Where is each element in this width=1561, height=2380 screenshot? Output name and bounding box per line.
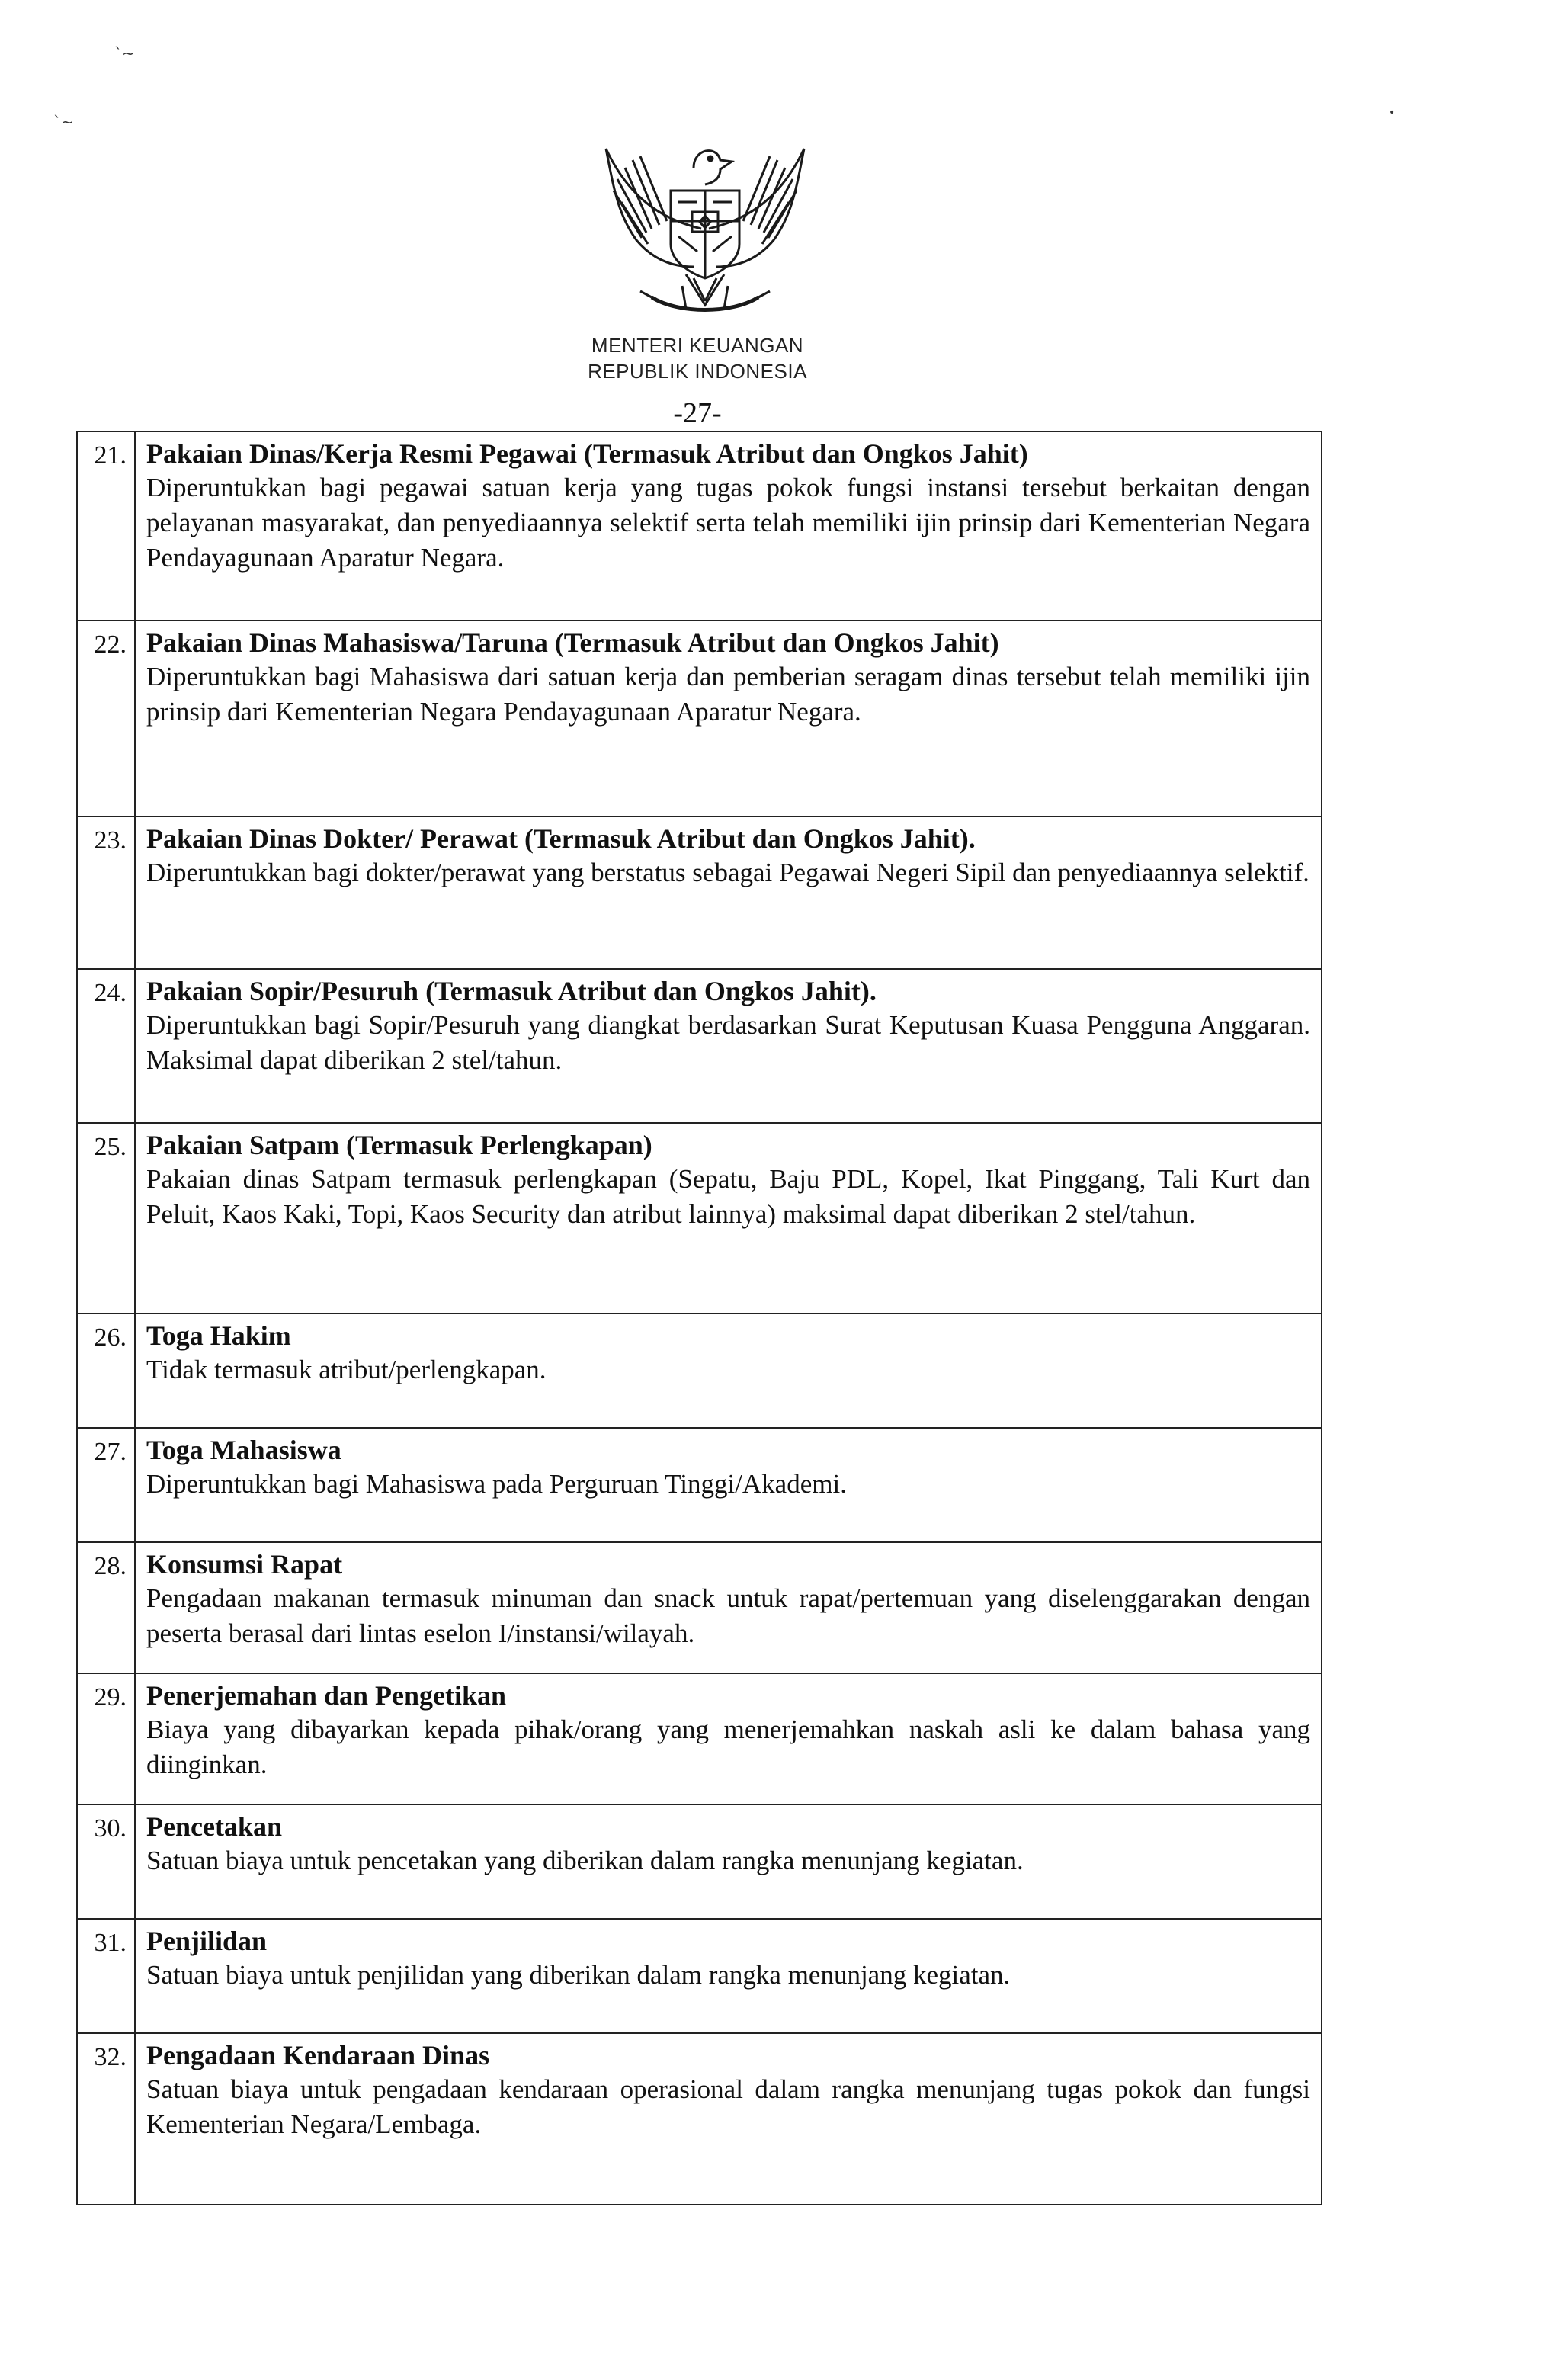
item-number: 22. <box>77 621 135 816</box>
item-description: Satuan biaya untuk pencetakan yang diberikan dalam rangka menunjang kegiatan. <box>146 1846 1024 1875</box>
ministry-name: MENTERI KEUANGAN <box>591 334 804 357</box>
item-number: 28. <box>77 1542 135 1673</box>
item-number: 26. <box>77 1313 135 1428</box>
table-row <box>77 1542 1322 1673</box>
item-content <box>135 2033 1322 2205</box>
table-row <box>77 1123 1322 1313</box>
item-number: 24. <box>77 969 135 1123</box>
item-content <box>135 1542 1322 1673</box>
items-table <box>76 431 1322 2205</box>
item-title: Konsumsi Rapat <box>146 1549 343 1580</box>
item-title: Pakaian Sopir/Pesuruh (Termasuk Atribut dan Ongkos Jahit). <box>146 976 877 1006</box>
scan-mark: • <box>1389 107 1396 119</box>
item-content <box>135 431 1322 621</box>
item-number: 31. <box>77 1919 135 2033</box>
item-title: Toga Hakim <box>146 1320 291 1351</box>
item-description: Pakaian dinas Satpam termasuk perlengkapan (Sepatu, Baju PDL, Kopel, Ikat Pinggang, Tali Kurt dan Peluit, Kaos Kaki, Topi, Kaos Security dan atribut lainnya) maksimal dapat diberikan 2 stel/tahun. <box>146 1164 1310 1229</box>
item-title: Pengadaan Kendaraan Dinas <box>146 2040 490 2070</box>
item-number: 23. <box>77 816 135 969</box>
item-description: Biaya yang dibayarkan kepada pihak/orang yang menerjemahkan naskah asli ke dalam bahasa yang diinginkan. <box>146 1714 1310 1779</box>
item-description: Diperuntukkan bagi Mahasiswa dari satuan kerja dan pemberian seragam dinas tersebut telah memiliki ijin prinsip dari Kementerian Negara Pendayagunaan Aparatur Negara. <box>146 662 1310 727</box>
item-title: Penerjemahan dan Pengetikan <box>146 1680 506 1711</box>
item-content <box>135 621 1322 816</box>
item-title: Pakaian Dinas/Kerja Resmi Pegawai (Termasuk Atribut dan Ongkos Jahit) <box>146 438 1028 469</box>
item-content <box>135 1919 1322 2033</box>
table-row <box>77 969 1322 1123</box>
item-number: 25. <box>77 1123 135 1313</box>
item-number: 32. <box>77 2033 135 2205</box>
item-description: Tidak termasuk atribut/perlengkapan. <box>146 1355 547 1384</box>
item-content <box>135 1123 1322 1313</box>
table-row <box>77 621 1322 816</box>
item-number: 30. <box>77 1804 135 1919</box>
item-title: Pakaian Dinas Dokter/ Perawat (Termasuk Atribut dan Ongkos Jahit). <box>146 823 976 854</box>
item-number: 21. <box>77 431 135 621</box>
item-number: 29. <box>77 1673 135 1804</box>
item-content <box>135 816 1322 969</box>
item-description: Diperuntukkan bagi Mahasiswa pada Perguruan Tinggi/Akademi. <box>146 1469 847 1499</box>
item-description: Satuan biaya untuk penjilidan yang diberikan dalam rangka menunjang kegiatan. <box>146 1960 1011 1990</box>
scan-mark: `~ <box>53 113 74 131</box>
table-row <box>77 1804 1322 1919</box>
item-title: Pakaian Dinas Mahasiswa/Taruna (Termasuk Atribut dan Ongkos Jahit) <box>146 627 999 658</box>
item-description: Diperuntukkan bagi dokter/perawat yang berstatus sebagai Pegawai Negeri Sipil dan penyediaannya selektif. <box>146 858 1309 887</box>
item-content <box>135 1428 1322 1542</box>
item-description: Diperuntukkan bagi Sopir/Pesuruh yang diangkat berdasarkan Surat Keputusan Kuasa Pengguna Anggaran. Maksimal dapat diberikan 2 stel/tahun. <box>146 1010 1310 1075</box>
item-description: Pengadaan makanan termasuk minuman dan snack untuk rapat/pertemuan yang diselenggarakan dengan peserta berasal dari lintas eselon I/instansi/wilayah. <box>146 1583 1310 1648</box>
table-row <box>77 2033 1322 2205</box>
item-title: Pencetakan <box>146 1811 282 1842</box>
table-row <box>77 1313 1322 1428</box>
item-description: Satuan biaya untuk pengadaan kendaraan operasional dalam rangka menunjang tugas pokok dan fungsi Kementerian Negara/Lembaga. <box>146 2074 1310 2139</box>
item-title: Penjilidan <box>146 1926 268 1956</box>
table-row <box>77 816 1322 969</box>
item-content <box>135 1673 1322 1804</box>
garuda-emblem <box>579 114 831 343</box>
item-content <box>135 1313 1322 1428</box>
item-title: Toga Mahasiswa <box>146 1435 341 1465</box>
item-content <box>135 969 1322 1123</box>
table-row <box>77 1428 1322 1542</box>
item-content <box>135 1804 1322 1919</box>
table-row <box>77 1673 1322 1804</box>
table-row <box>77 1919 1322 2033</box>
scan-mark: `~ <box>114 44 135 63</box>
item-number: 27. <box>77 1428 135 1542</box>
item-title: Pakaian Satpam (Termasuk Perlengkapan) <box>146 1130 652 1160</box>
table-row <box>77 431 1322 621</box>
item-description: Diperuntukkan bagi pegawai satuan kerja yang tugas pokok fungsi instansi tersebut berkaitan dengan pelayanan masyarakat, dan penyediaannya selektif serta telah memiliki ijin prinsip dari Kementerian Negara Pendayagunaan Aparatur Negara. <box>146 473 1310 573</box>
page-number: -27- <box>673 397 722 429</box>
ministry-country: REPUBLIK INDONESIA <box>588 360 807 383</box>
